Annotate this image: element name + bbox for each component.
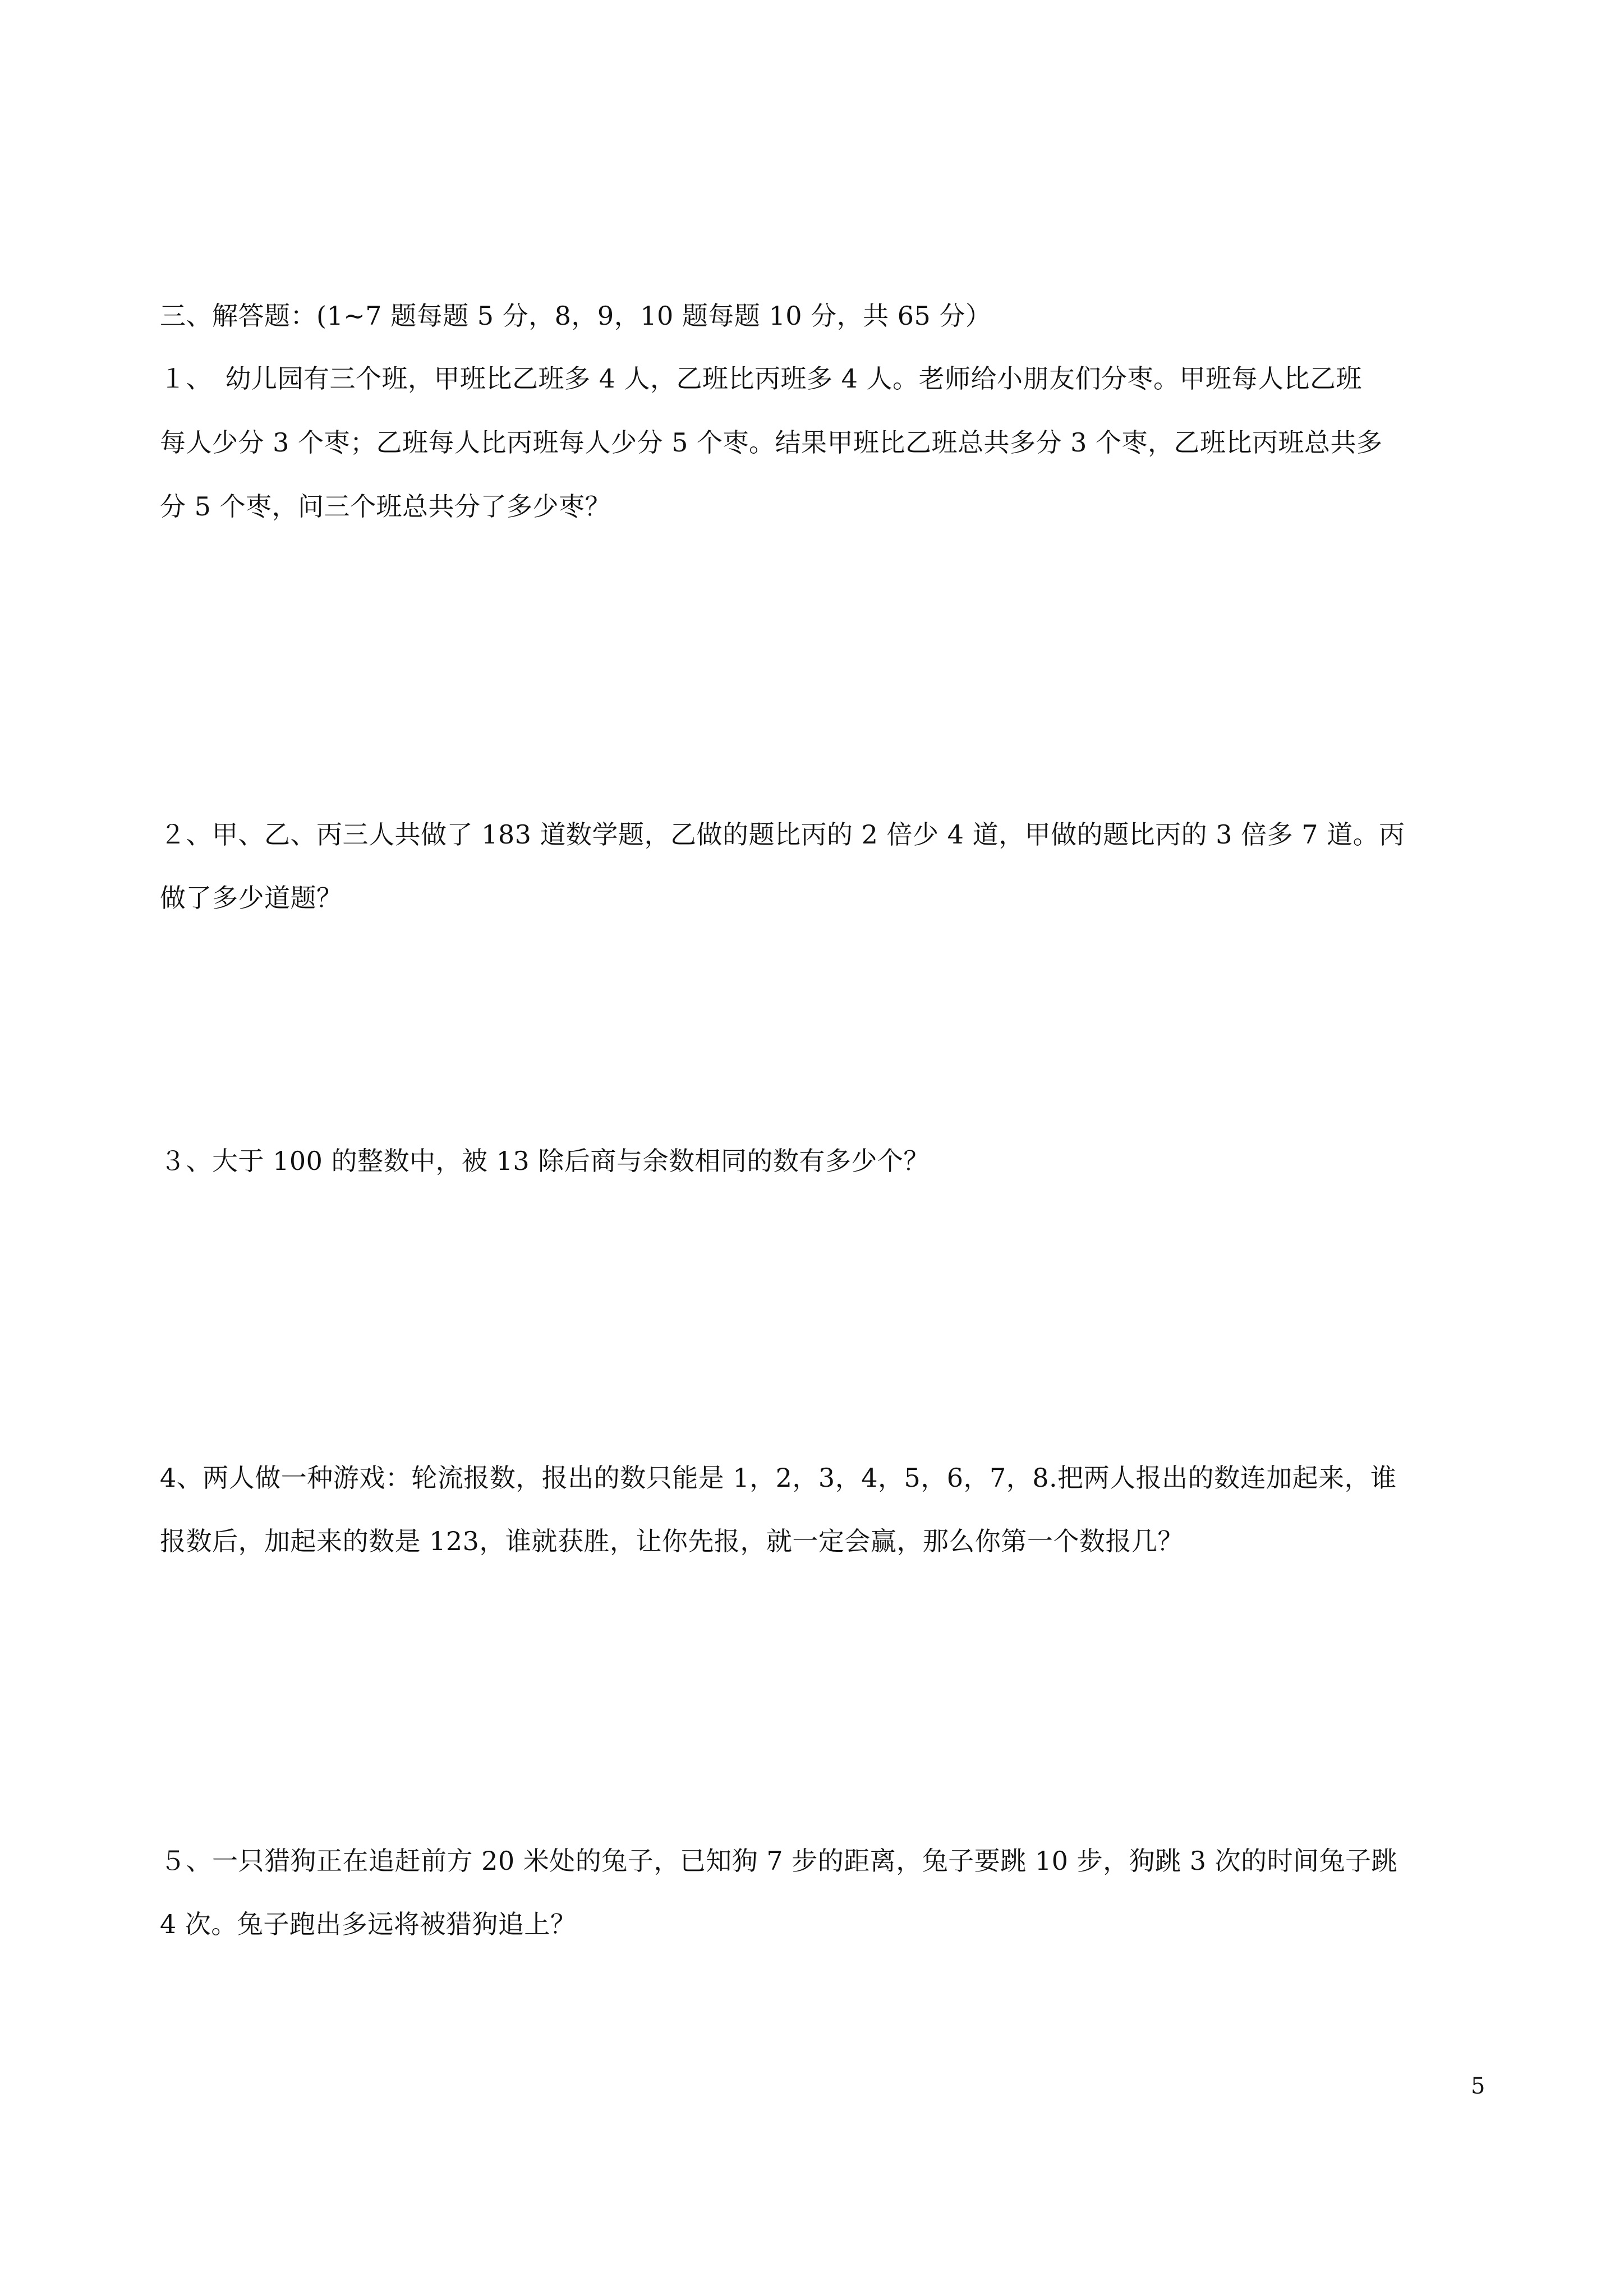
question-5-line-2: 4 次。兔子跑出多远将被猎狗追上？ — [160, 1909, 577, 1939]
question-1-line-3: 分 5 个枣，问三个班总共分了多少枣？ — [160, 491, 611, 522]
question-3-line-1: ３、大于 100 的整数中，被 13 除后商与余数相同的数有多少个？ — [160, 1146, 930, 1176]
question-2-line-2: 做了多少道题？ — [160, 883, 343, 913]
question-4-line-1: 4、两人做一种游戏：轮流报数，报出的数只能是 1，2，3，4，5，6，7，8.把两人报出的数连加起来，谁 — [160, 1463, 1397, 1493]
question-2-line-1: ２、甲、乙、丙三人共做了 183 道数学题，乙做的题比丙的 2 倍少 4 道，甲做的题比丙的 3 倍多 7 道。丙 — [160, 819, 1405, 850]
question-4-line-2: 报数后，加起来的数是 123，谁就获胜，让你先报，就一定会赢，那么你第一个数报几？ — [160, 1526, 1184, 1556]
question-1-line-2: 每人少分 3 个枣；乙班每人比丙班每人少分 5 个枣。结果甲班比乙班总共多分 3 个枣，乙班比丙班总共多 — [160, 427, 1383, 458]
section-heading: 三、解答题：(1~7 题每题 5 分，8，9，10 题每题 10 分，共 65 分） — [160, 301, 992, 331]
question-1-line-1: １、 幼儿园有三个班，甲班比乙班多 4 人，乙班比丙班多 4 人。老师给小朋友们分枣。甲班每人比乙班 — [160, 363, 1363, 394]
question-5-line-1: ５、一只猎狗正在追赶前方 20 米处的兔子，已知狗 7 步的距离，兔子要跳 10 步，狗跳 3 次的时间兔子跳 — [160, 1846, 1398, 1876]
page-number: 5 — [1471, 2073, 1485, 2099]
